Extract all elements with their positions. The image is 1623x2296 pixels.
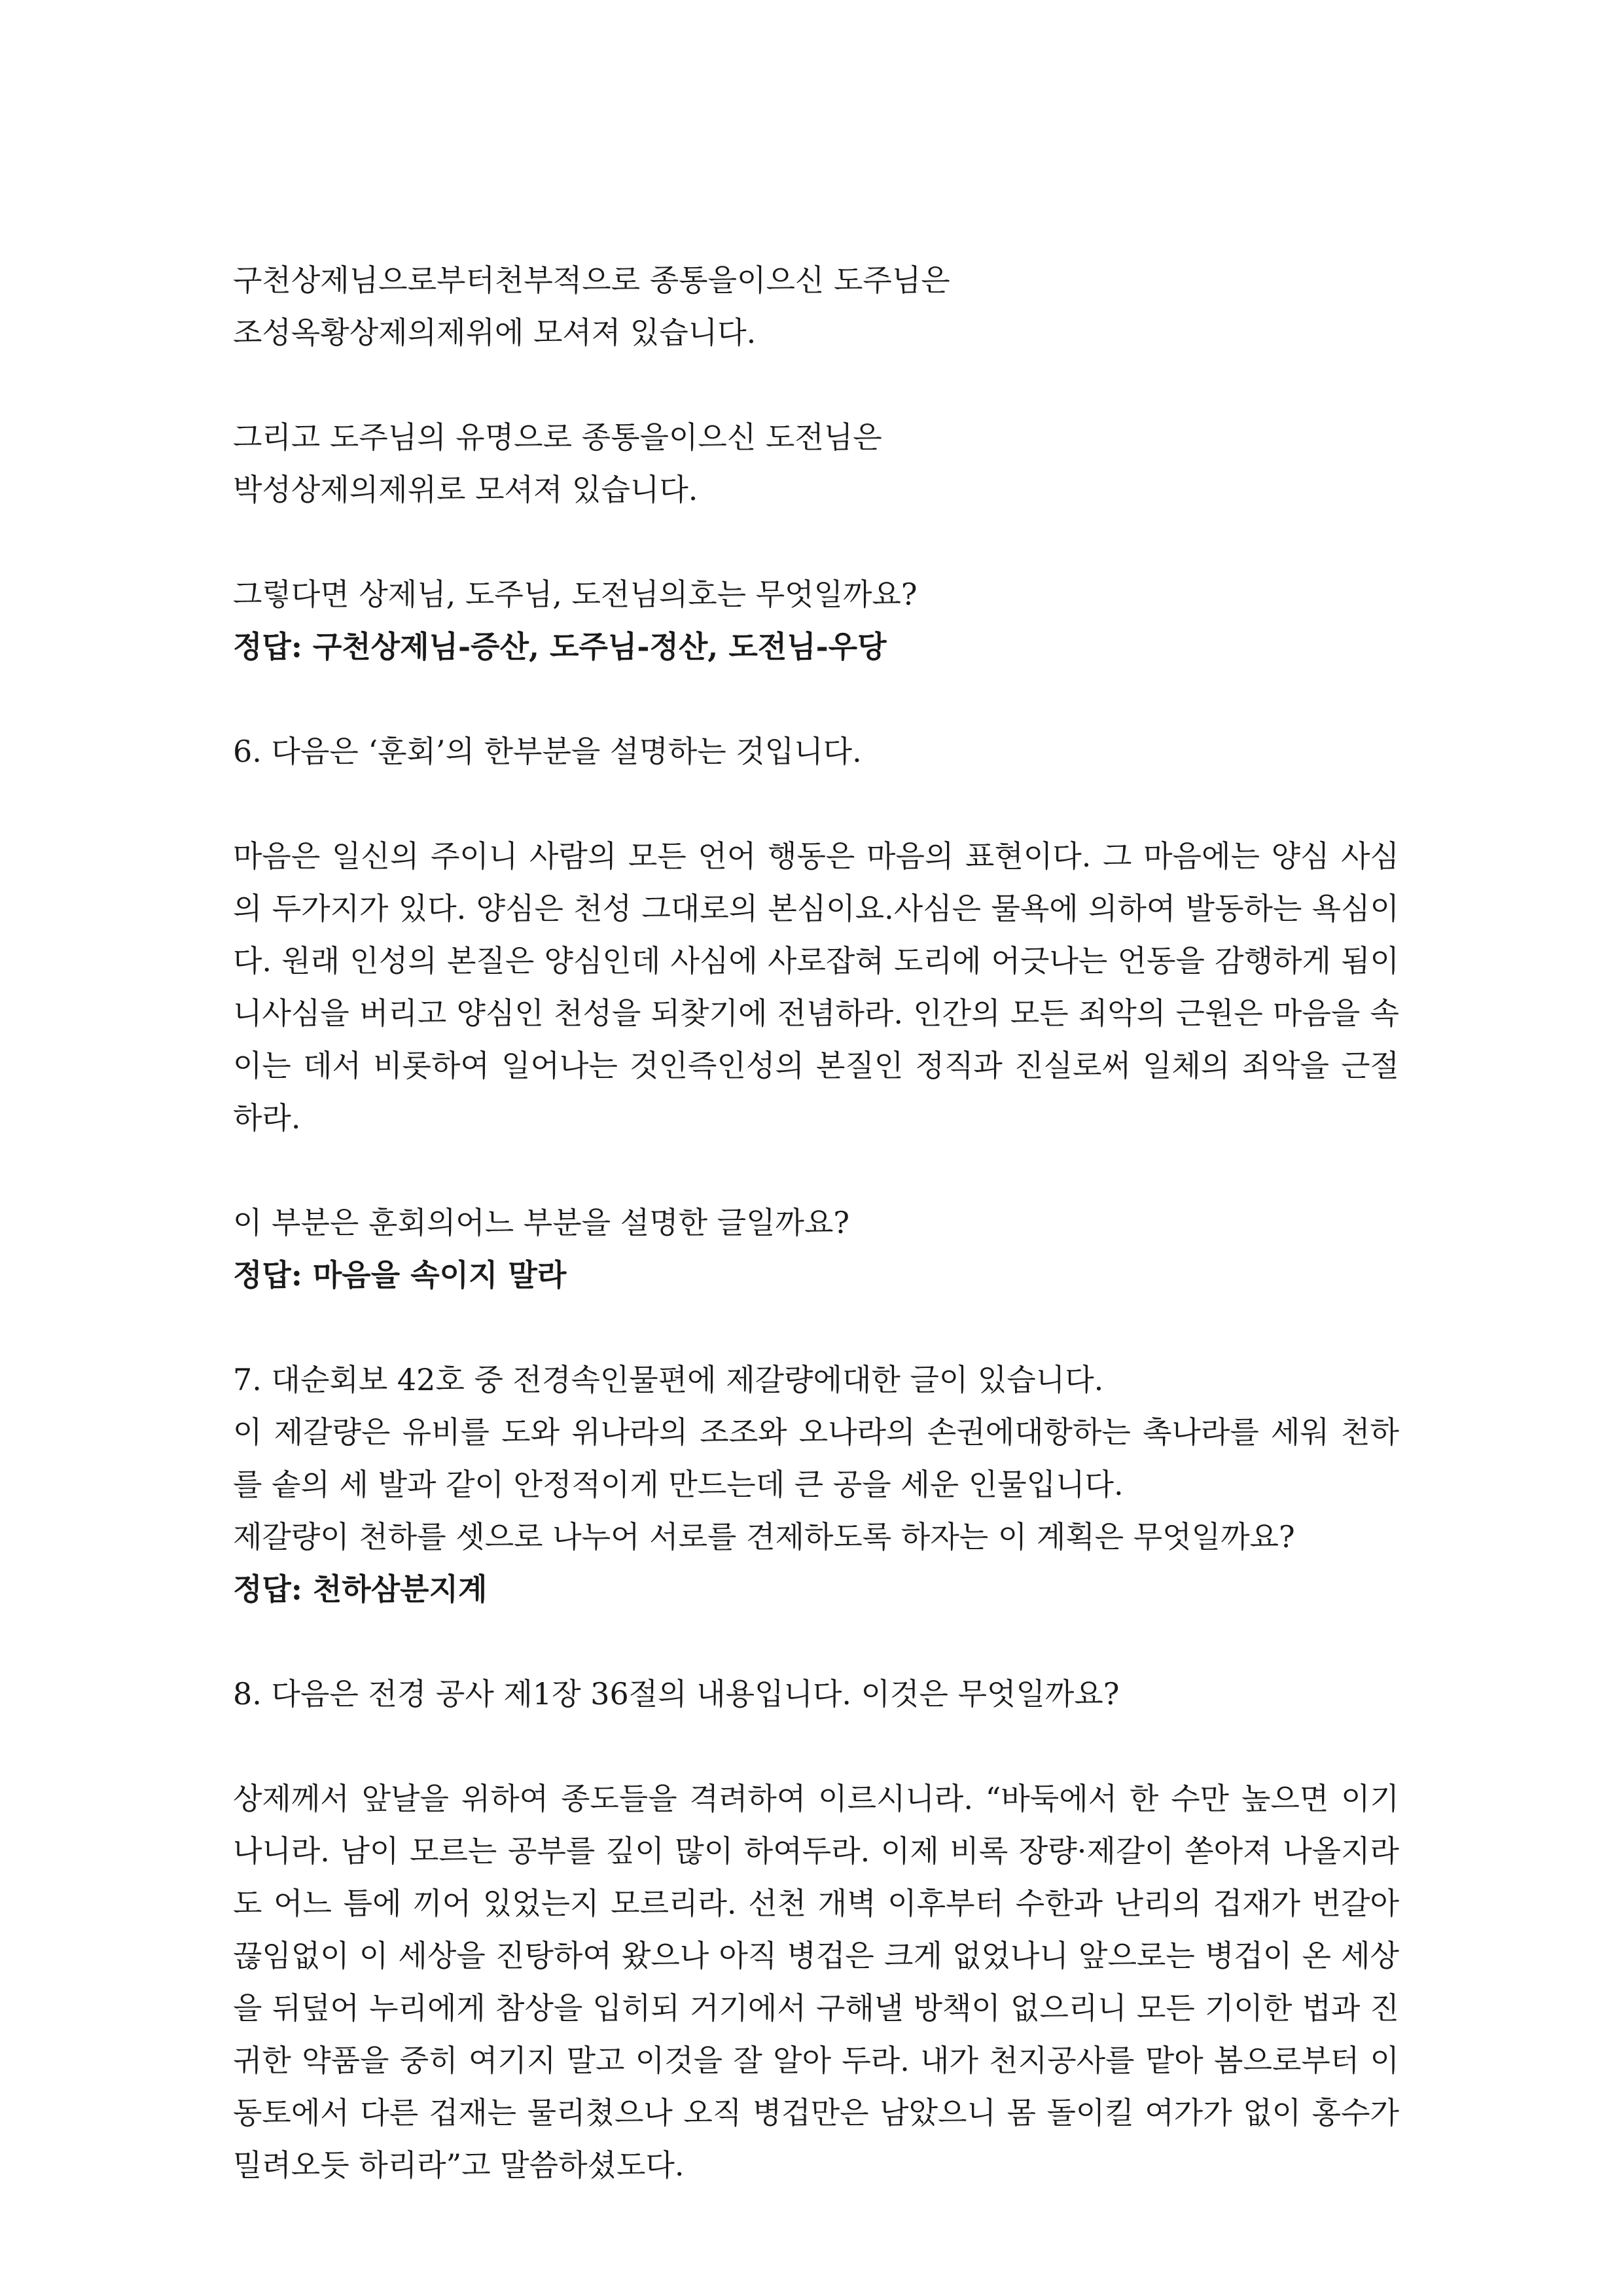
- block3-question: 그렇다면 상제님, 도주님, 도전님의호는 무엇일까요?: [233, 577, 918, 612]
- spacer: [233, 1301, 1399, 1354]
- spacer: [233, 1144, 1399, 1196]
- q8-title: 8. 다음은 전경 공사 제1장 36절의 내용입니다. 이것은 무엇일까요?: [233, 1676, 1120, 1712]
- block1-line1: 구천상제님으로부터천부적으로 종통을이으신 도주님은: [233, 262, 950, 298]
- spacer: [233, 516, 1399, 568]
- q6-title: 6. 다음은 ‘훈회’의 한부분을 설명하는 것입니다.: [233, 734, 862, 769]
- spacer: [233, 359, 1399, 411]
- spacer: [233, 778, 1399, 830]
- block1-line2: 조성옥황상제의제위에 모셔져 있습니다.: [233, 315, 757, 350]
- block2-line2: 박성상제의제위로 모셔져 있습니다.: [233, 472, 698, 507]
- q7-question: 제갈량이 천하를 셋으로 나누어 서로를 견제하도록 하자는 이 계획은 무엇일까요?: [233, 1519, 1295, 1554]
- block2-line1: 그리고 도주님의 유명으로 종통을이으신 도전님은: [233, 420, 882, 455]
- page-content: [233, 254, 1399, 2191]
- block3-answer: 정답: 구천상제님-증산, 도주님-정산, 도전님-우당: [233, 629, 887, 664]
- q8-passage: 상제께서 앞날을 위하여 종도들을 격려하여 이르시니라. “바둑에서 한 수만 높으면 이기나니라. 남이 모르는 공부를 깊이 많이 하여두라. 이제 비록 장량·제갈이 쏟아져 나올지라도 어느 틈에 끼어 있었는지 모르리라. 선천 개벽 이후부터 수한과 난리의 겁재가 번갈아 끊임없이 이 세상을 진탕하여 왔으나 아직 병겁은 크게 없었나니 앞으로는 병겁이 온 세상을 뒤덮어 누리에게 참상을 입히되 거기에서 구해낼 방책이 없으리니 모든 기이한 법과 진귀한 약품을 중히 여기지 말고 이것을 잘 알아 두라. 내가 천지공사를 맡아 봄으로부터 이 동토에서 다른 겁재는 물리쳤으나 오직 병겁만은 남았으니 몸 돌이킬 여가가 없이 홍수가 밀려오듯 하리라”고 말씀하셨도다.: [233, 1781, 1399, 2183]
- q7-line2: 이 제갈량은 유비를 도와 위나라의 조조와 오나라의 손권에대항하는 촉나라를 세워 천하를 솥의 세 발과 같이 안정적이게 만드는데 큰 공을 세운 인물입니다.: [233, 1414, 1399, 1502]
- q7-line1: 7. 대순회보 42호 중 전경속인물편에 제갈량에대한 글이 있습니다.: [233, 1362, 1104, 1397]
- spacer: [233, 1615, 1399, 1668]
- spacer: [233, 673, 1399, 725]
- q6-question: 이 부분은 훈회의어느 부분을 설명한 글일까요?: [233, 1205, 850, 1240]
- q6-passage: 마음은 일신의 주이니 사람의 모든 언어 행동은 마음의 표현이다. 그 마음에는 양심 사심의 두가지가 있다. 양심은 천성 그대로의 본심이요.사심은 물욕에 의하여 발동하는 욕심이다. 원래 인성의 본질은 양심인데 사심에 사로잡혀 도리에 어긋나는 언동을 감행하게 됨이니사심을 버리고 양심인 천성을 되찾기에 전념하라. 인간의 모든 죄악의 근원은 마음을 속이는 데서 비롯하여 일어나는 것인즉인성의 본질인 정직과 진실로써 일체의 죄악을 근절하라.: [233, 838, 1399, 1136]
- q6-answer: 정답: 마음을 속이지 말라: [233, 1257, 567, 1293]
- spacer: [233, 1720, 1399, 1772]
- q7-answer: 정답: 천하삼분지계: [233, 1571, 488, 1607]
